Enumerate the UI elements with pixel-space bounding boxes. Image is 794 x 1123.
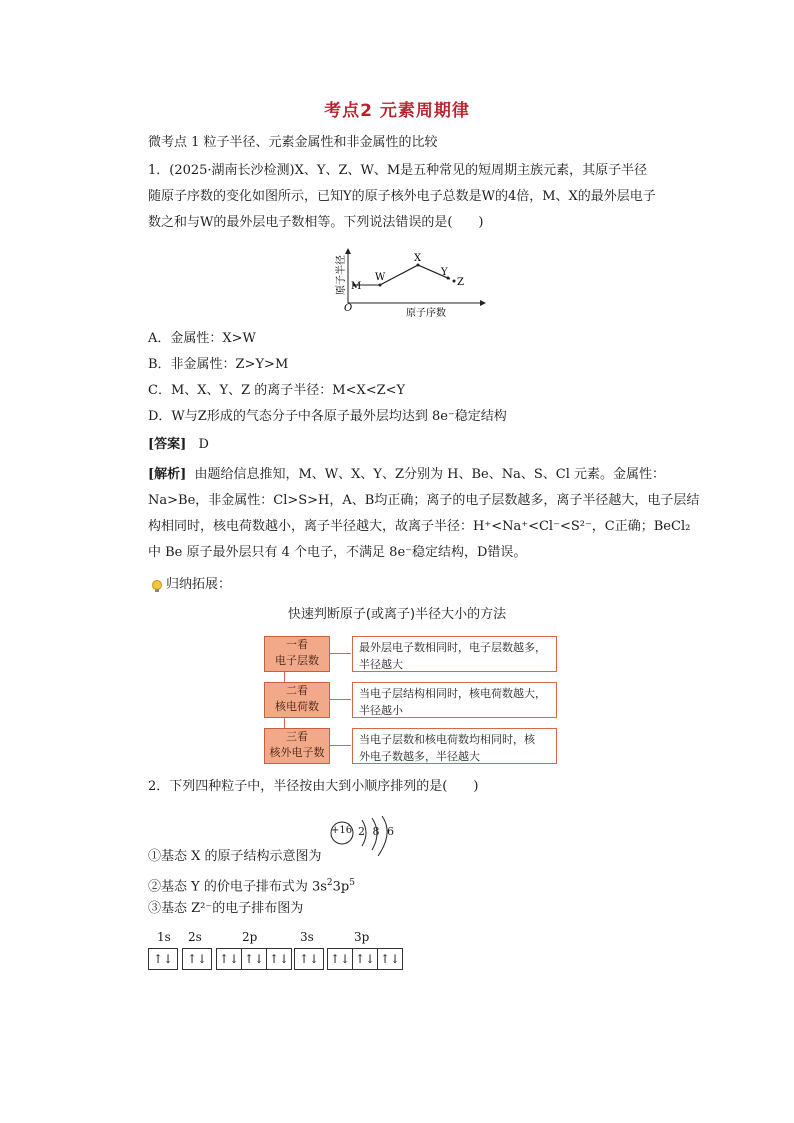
extend-label: 归纳拓展： bbox=[166, 577, 232, 592]
lightbulb-icon bbox=[150, 578, 164, 592]
option-b: B．非金属性：Z>Y>M bbox=[148, 357, 289, 372]
orbital-3s: ↑↓ bbox=[294, 948, 323, 970]
q1-line3: 数之和与W的最外层电子数相等。下列说法错误的是( ) bbox=[148, 215, 484, 230]
q1-line1: 1．(2025·湖南长沙检测)X、Y、Z、W、M是五种常见的短周期主族元素，其原子半径 bbox=[148, 163, 648, 178]
option-c: C．M、X、Y、Z 的离子半径：M<X<Z<Y bbox=[148, 383, 406, 398]
method-desc-2: 当电子层结构相同时，核电荷数越大， 半径越小 bbox=[352, 682, 557, 718]
method-diagram bbox=[264, 636, 564, 766]
method-head-1: 一看 电子层数 bbox=[264, 636, 330, 672]
orbital-label-2s: 2s bbox=[188, 930, 202, 944]
orbital-label-3p: 3p bbox=[354, 930, 370, 944]
analysis-text1: 由题给信息推知，M、W、X、Y、Z分别为 H、Be、Na、S、Cl 元素。金属性： bbox=[194, 467, 665, 482]
origin-label: O bbox=[344, 303, 353, 314]
analysis-line1 bbox=[148, 462, 665, 488]
page-title: 考点2 元素周期律 bbox=[324, 101, 470, 121]
point-m: M bbox=[351, 281, 362, 292]
q2-stem: 2．下列四种粒子中，半径按由大到小顺序排列的是( ) bbox=[148, 779, 479, 794]
q2-item3: ③基态 Z²⁻的电子排布图为 bbox=[148, 901, 304, 916]
orbital-label-1s: 1s bbox=[157, 930, 171, 944]
analysis-line2: Na>Be，非金属性：Cl>S>H，A、B均正确；离子的电子层数越多，离子半径越大，电子层结 bbox=[148, 493, 700, 508]
radius-graph bbox=[330, 245, 500, 325]
answer-label: [答案] bbox=[148, 437, 187, 452]
answer-value: D bbox=[198, 437, 209, 452]
point-y: Y bbox=[441, 267, 448, 278]
orbital-label-2p: 2p bbox=[242, 930, 258, 944]
orbital-2s: ↑↓ bbox=[182, 948, 211, 970]
method-title: 快速判断原子(或离子)半径大小的方法 bbox=[287, 607, 507, 622]
q2-item1: ①基态 X 的原子结构示意图为 bbox=[148, 849, 322, 864]
q1-line2: 随原子序数的变化如图所示，已知Y的原子核外电子总数是W的4倍，M、X的最外层电子 bbox=[148, 189, 656, 204]
y-axis-label: 原子半径 bbox=[336, 255, 347, 295]
analysis-line3: 构相同时，核电荷数越小，离子半径越大，故离子半径：H⁺<Na⁺<Cl⁻<S²⁻，C正确；BeCl₂ bbox=[148, 519, 691, 534]
point-z: Z bbox=[457, 277, 464, 288]
orbital-1s: ↑↓ bbox=[148, 948, 177, 970]
analysis-label: [解析] bbox=[148, 467, 187, 482]
x-axis-label: 原子序数 bbox=[406, 308, 446, 319]
point-x: X bbox=[414, 253, 422, 264]
analysis-line4: 中 Be 原子最外层只有 4 个电子，不满足 8e⁻稳定结构，D错误。 bbox=[148, 545, 527, 560]
option-a: A．金属性：X>W bbox=[148, 331, 256, 346]
answer-row bbox=[148, 432, 209, 458]
atom-nucleus: +16 bbox=[331, 825, 353, 836]
option-d: D．W与Z形成的气态分子中各原子最外层均达到 8e⁻稳定结构 bbox=[148, 409, 507, 424]
orbital-2p: ↑↓ ↑↓ ↑↓ bbox=[216, 948, 291, 970]
q2-item2: ②基态 Y 的价电子排布式为 $3s^23p^5$ bbox=[148, 878, 355, 895]
method-head-3: 三看 核外电子数 bbox=[264, 728, 330, 764]
method-desc-1: 最外层电子数相同时，电子层数越多， 半径越大 bbox=[352, 636, 557, 672]
method-desc-3: 当电子层数和核电荷数均相同时，核 外电子数越多，半径越大 bbox=[352, 728, 557, 764]
method-head-2: 二看 核电荷数 bbox=[264, 682, 330, 718]
point-w: W bbox=[375, 272, 386, 283]
subsection-title: 微考点 1 粒子半径、元素金属性和非金属性的比较 bbox=[148, 135, 438, 150]
atom-shells: 2 8 6 bbox=[358, 825, 396, 838]
orbital-3p: ↑↓ ↑↓ ↑↓ bbox=[327, 948, 402, 970]
atom-structure-diagram bbox=[328, 816, 398, 860]
orbital-label-3s: 3s bbox=[300, 930, 314, 944]
